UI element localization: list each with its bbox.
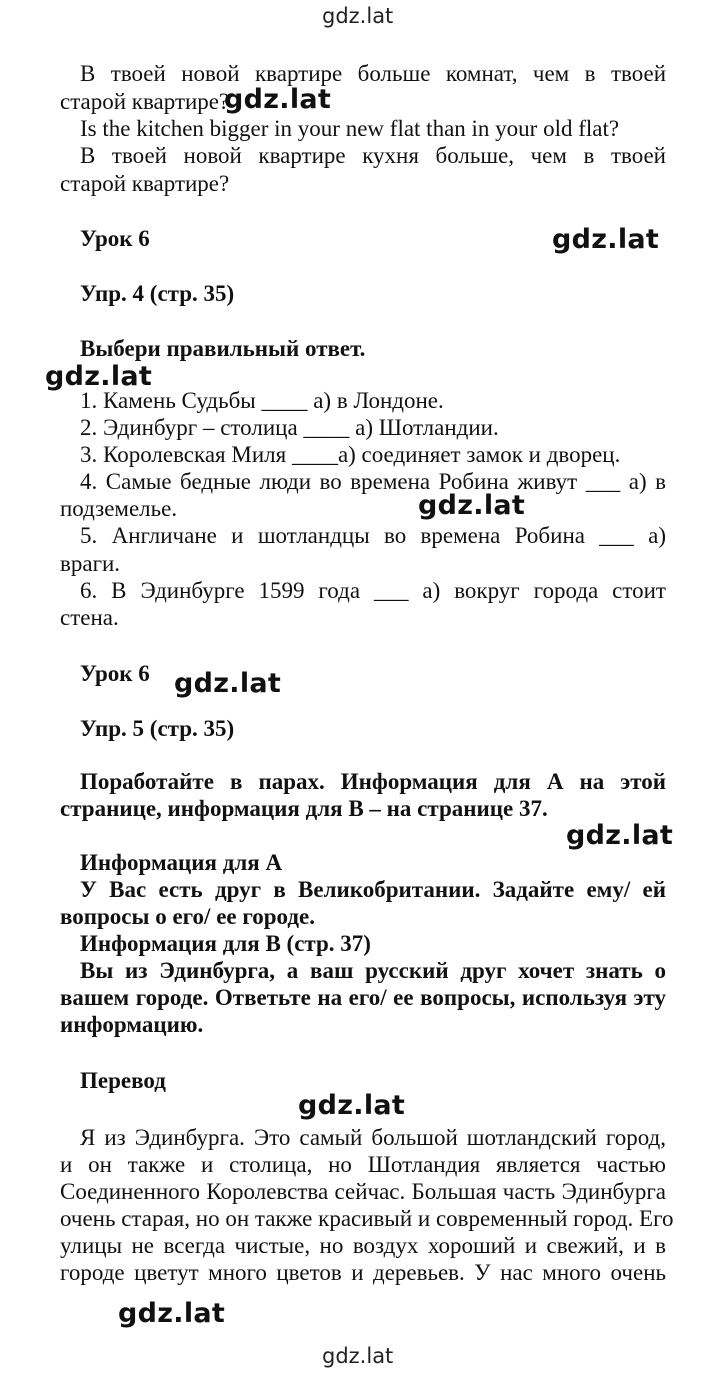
watermark: gdz.lat	[418, 490, 526, 521]
text-line: В твоей новой квартире кухня больше, чем в твоей	[80, 143, 666, 168]
watermark: gdz.lat	[174, 668, 282, 699]
answer-line: 4. Самые бедные люди во времена Робина живут ___ а) в	[80, 469, 666, 494]
info-line: информацию.	[60, 1012, 204, 1037]
exercise-heading: Упр. 4 (стр. 35)	[80, 281, 235, 306]
translation-heading: Перевод	[80, 1068, 166, 1093]
answer-line: 5. Англичане и шотландцы во времена Робина ___ а)	[80, 523, 666, 548]
translation-line: улицы не всегда чистые, но воздух хороший и свежий, и в	[60, 1233, 666, 1258]
answer-line: 2. Эдинбург – столица ____ а) Шотландии.	[80, 415, 499, 440]
answer-line: враги.	[60, 551, 121, 576]
info-heading: Информация для А	[80, 850, 283, 875]
answer-line: стена.	[60, 605, 119, 630]
info-line: У Вас есть друг в Великобритании. Задайте ему/ ей	[80, 877, 666, 902]
translation-line: городе цветут много цветов и деревьев. У нас много очень	[60, 1260, 666, 1285]
translation-line: очень старая, но он также красивый и современный город. Его	[60, 1206, 674, 1231]
task-heading: Выбери правильный ответ.	[80, 336, 366, 361]
text-line: старой квартире?	[60, 171, 230, 196]
task-line: странице, информация для В – на странице 37.	[60, 796, 548, 821]
watermark: gdz.lat	[566, 820, 674, 851]
lesson-heading: Урок 6	[80, 226, 150, 251]
answer-line: 6. В Эдинбурге 1599 года ___ а) вокруг города стоит	[80, 578, 666, 603]
answer-line: подземелье.	[60, 496, 178, 521]
watermark: gdz.lat	[224, 84, 332, 115]
watermark: gdz.lat	[552, 224, 660, 255]
answer-line: 3. Королевская Миля ____а) соединяет замок и дворец.	[80, 442, 621, 467]
text-line: В твоей новой квартире больше комнат, чем в твоей	[80, 61, 666, 86]
page-header: gdz.lat	[322, 4, 394, 28]
translation-line: и он также и столица, но Шотландия является частью	[60, 1152, 666, 1177]
info-line: вопросы о его/ ее городе.	[60, 904, 315, 929]
page-footer: gdz.lat	[322, 1344, 394, 1368]
lesson-heading: Урок 6	[80, 661, 150, 686]
watermark: gdz.lat	[298, 1090, 406, 1121]
text-line: Is the kitchen bigger in your new flat than in your old flat?	[80, 116, 620, 141]
translation-line: Соединенного Королевства сейчас. Большая часть Эдинбурга	[60, 1179, 666, 1204]
info-heading: Информация для В (стр. 37)	[80, 931, 371, 956]
translation-line: Я из Эдинбурга. Это самый большой шотландский город,	[80, 1125, 666, 1150]
exercise-heading: Упр. 5 (стр. 35)	[80, 716, 235, 741]
watermark: gdz.lat	[45, 361, 153, 392]
answer-line: 1. Камень Судьбы ____ а) в Лондоне.	[80, 388, 444, 413]
watermark: gdz.lat	[118, 1298, 226, 1329]
info-line: вашем городе. Ответьте на его/ ее вопросы, используя эту	[60, 985, 666, 1010]
task-line: Поработайте в парах. Информация для А на этой	[80, 769, 666, 794]
info-line: Вы из Эдинбурга, а ваш русский друг хочет знать о	[80, 958, 666, 983]
text-line: старой квартире?	[60, 89, 230, 114]
